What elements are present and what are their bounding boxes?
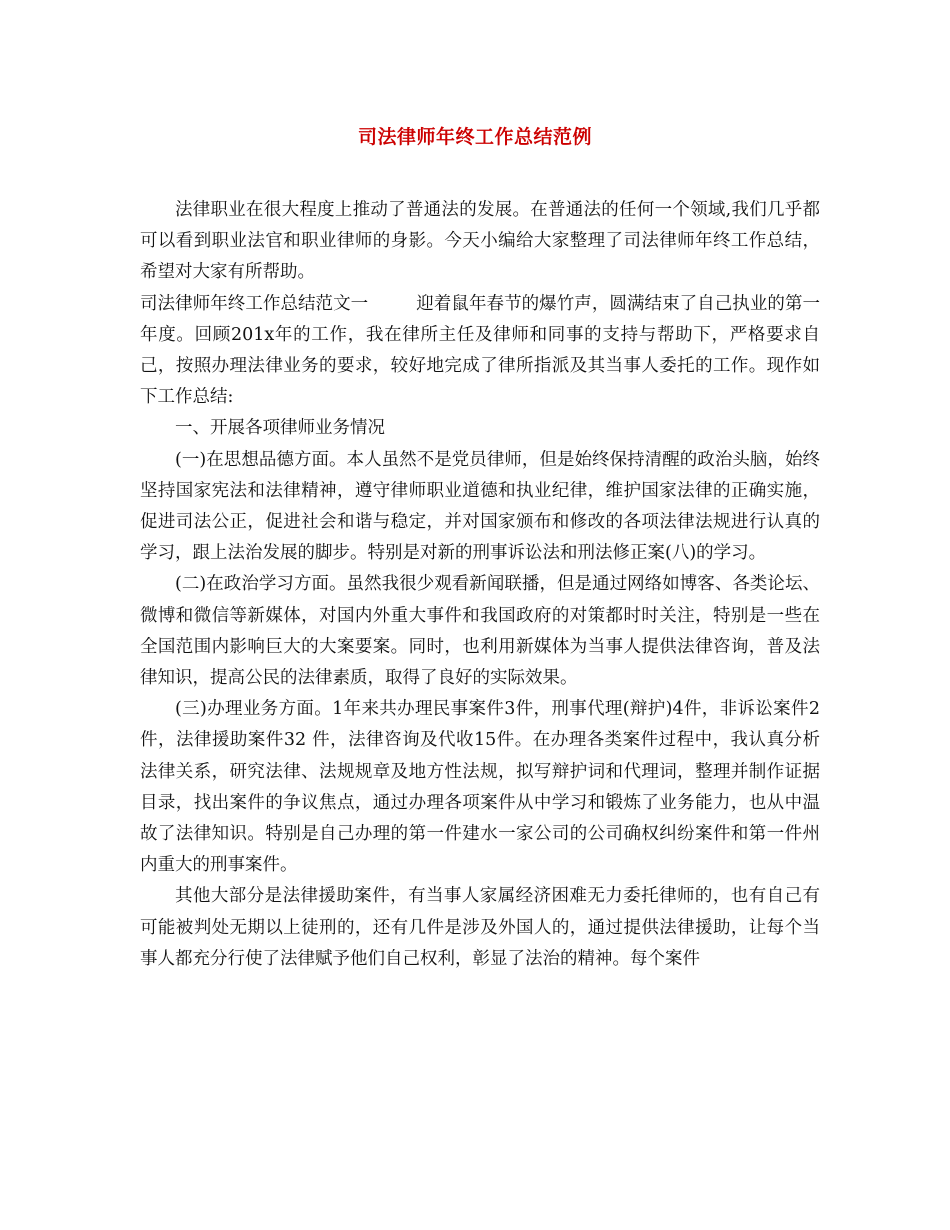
document-body <box>140 195 820 975</box>
intro-paragraph: 法律职业在很大程度上推动了普通法的发展。在普通法的任何一个领域,我们几乎都可以看到职业法官和职业律师的身影。今天小编给大家整理了司法律师年终工作总结，希望对大家有所帮助。 <box>140 200 820 283</box>
sample-paragraph <box>140 289 820 414</box>
document-title: 司法律师年终工作总结范例 <box>357 126 592 148</box>
paragraph-ideology: (一)在思想品德方面。本人虽然不是党员律师，但是始终保持清醒的政治头脑，始终坚持国家宪法和法律精神，遵守律师职业道德和执业纪律，维护国家法律的正确实施，促进司法公正，促进社会和谐与稳定，并对国家颁布和修改的各项法律法规进行认真的学习，跟上法治发展的脚步。特别是对新的刑事诉讼法和刑法修正案(八)的学习。 <box>140 449 820 564</box>
paragraph-business: (三)办理业务方面。1年来共办理民事案件3件，刑事代理(辩护)4件，非诉讼案件2 件，法律援助案件32 件，法律咨询及代收15件。在办理各类案件过程中，我认真分析法律关系，研究法律、法规规章及地方性法规，拟写辩护词和代理词，整理并制作证据目录，找出案件的争议焦点，通过办理各项案件从中学习和锻炼了业务能力，也从中温故了法律知识。特别是自己办理的第一件建水一家公司的公司确权纠纷案件和第一件州内重大的刑事案件。 <box>140 699 820 876</box>
paragraph-legal-aid: 其他大部分是法律援助案件，有当事人家属经济困难无力委托律师的，也有自己有可能被判处无期以上徒刑的，还有几件是涉及外国人的，通过提供法律援助，让每个当事人都充分行使了法律赋予他们自己权利，彰显了法治的精神。每个案件 <box>140 886 820 969</box>
paragraph-political-study: (二)在政治学习方面。虽然我很少观看新闻联播，但是通过网络如博客、各类论坛、微博和微信等新媒体，对国内外重大事件和我国政府的对策都时时关注，特别是一些在全国范围内影响巨大的大案要案。同时，也利用新媒体为当事人提供法律咨询，普及法律知识，提高公民的法律素质，取得了良好的实际效果。 <box>140 574 820 689</box>
section-1-heading: 一、开展各项律师业务情况 <box>175 418 385 439</box>
section-heading <box>140 413 820 444</box>
sample-opening: 迎着鼠年春节的爆竹声，圆满结束了自己执业的第一年度。回顾201x年的工作，我在律所主任及律师和同事的支持与帮助下，严格要求自己，按照办理法律业务的要求，较好地完成了律所指派及其当事人委托的工作。现作如下工作总结: <box>140 293 821 408</box>
sample-heading: 司法律师年终工作总结范文一 <box>140 293 369 314</box>
